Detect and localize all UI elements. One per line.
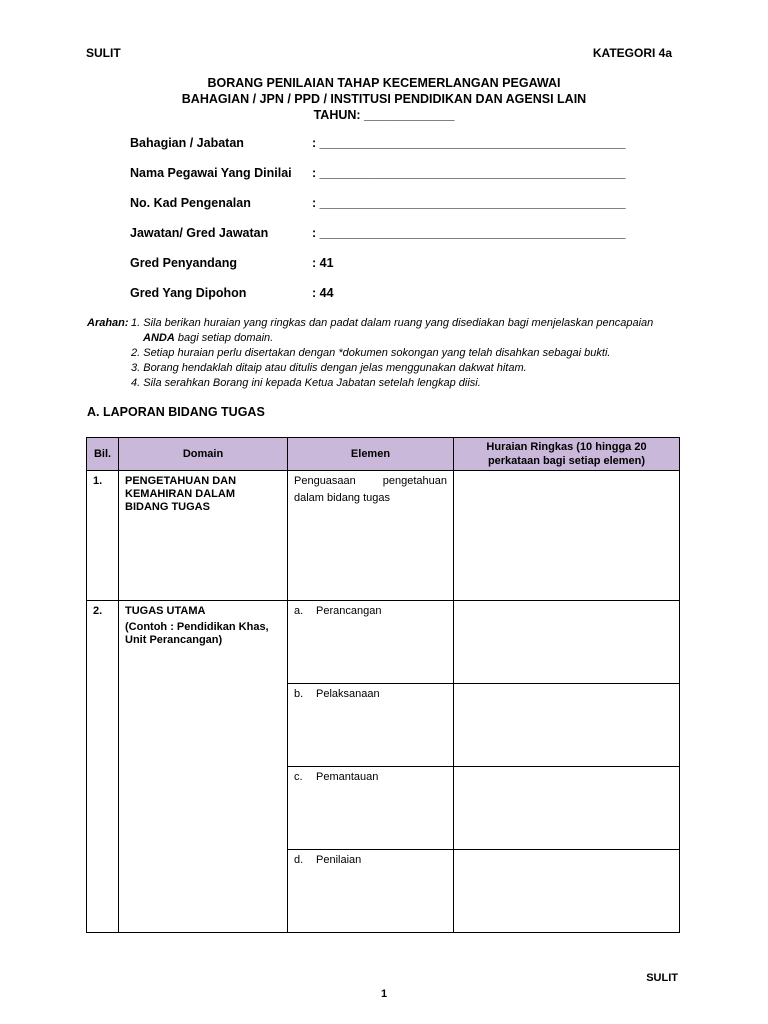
field-value-jawatan[interactable]: : ____________________________________________ <box>312 226 626 240</box>
field-label-jawatan: Jawatan/ Gred Jawatan <box>130 226 269 240</box>
row2-sub-b-huraian-input[interactable] <box>454 684 680 767</box>
page-number: 1 <box>380 988 388 1000</box>
footer-sulit: SULIT <box>646 972 678 984</box>
header-elemen: Elemen <box>288 438 454 471</box>
row2-bil-cell <box>87 601 119 933</box>
row1-domain-line3: BIDANG TUGAS <box>125 501 210 513</box>
field-label-bahagian: Bahagian / Jabatan <box>130 136 244 150</box>
form-title-year: TAHUN: _____________ <box>313 108 455 122</box>
row2-sub-c-huraian-input[interactable] <box>454 767 680 850</box>
sub-element-b <box>288 684 453 705</box>
row1-domain <box>119 471 287 518</box>
field-label-gred-penyandang: Gred Penyandang <box>130 256 237 270</box>
table-row <box>87 601 680 684</box>
sub-element-c <box>288 767 453 788</box>
header-huraian <box>454 438 680 471</box>
row1-domain-line1: PENGETAHUAN DAN <box>125 475 237 487</box>
sub-c-label: Pemantauan <box>316 771 379 783</box>
instruction-1: 1. Sila berikan huraian yang ringkas dan padat dalam ruang yang disediakan bagi menjelaskan pencapaian <box>131 317 654 329</box>
field-value-gred-dipohon: : 44 <box>312 286 334 300</box>
row2-domain-line1: TUGAS UTAMA <box>125 605 206 617</box>
instruction-1-continued <box>143 331 273 346</box>
header-bil: Bil. <box>87 438 119 471</box>
sub-c-letter: c. <box>294 771 303 783</box>
header-sulit: SULIT <box>86 46 121 60</box>
instructions-label: Arahan: <box>87 317 129 329</box>
field-value-gred-penyandang: : 41 <box>312 256 334 270</box>
row2-domain <box>119 601 287 651</box>
field-label-gred-dipohon: Gred Yang Dipohon <box>130 286 247 300</box>
sub-d-letter: d. <box>294 854 304 866</box>
header-huraian-line2: perkataan bagi setiap elemen) <box>487 455 646 467</box>
form-title-line1: BORANG PENILAIAN TAHAP KECEMERLANGAN PEGAWAI <box>207 76 561 90</box>
header-category: KATEGORI 4a <box>592 46 672 60</box>
table-row <box>87 471 680 601</box>
row2-sub-a-huraian-input[interactable] <box>454 601 680 684</box>
instruction-3: 3. Borang hendaklah ditaip atau ditulis dengan jelas menggunakan dakwat hitam. <box>131 362 527 374</box>
row2-bil: 2. <box>93 605 103 617</box>
section-title: A. LAPORAN BIDANG TUGAS <box>87 405 265 419</box>
sub-b-label: Pelaksanaan <box>316 688 380 700</box>
table-header-row <box>87 438 680 471</box>
header-huraian-line1: Huraian Ringkas (10 hingga 20 <box>486 441 647 453</box>
header-domain: Domain <box>119 438 288 471</box>
row1-domain-line2: KEMAHIRAN DALAM <box>125 488 235 500</box>
row1-elemen-line2: dalam bidang tugas <box>294 492 391 504</box>
instruction-4: 4. Sila serahkan Borang ini kepada Ketua Jabatan setelah lengkap diisi. <box>131 377 481 389</box>
row1-elemen-line1: Penguasaan pengetahuan <box>294 475 447 487</box>
report-table <box>86 437 680 933</box>
instruction-anda: ANDA <box>143 332 175 344</box>
instruction-1-rest: bagi setiap domain. <box>174 332 274 344</box>
row1-elemen-cell <box>288 471 454 601</box>
form-title-line2: BAHAGIAN / JPN / PPD / INSTITUSI PENDIDIKAN DAN AGENSI LAIN <box>181 92 587 106</box>
row2-sub-c-cell <box>288 767 454 850</box>
field-value-kad[interactable]: : ____________________________________________ <box>312 196 626 210</box>
row2-sub-b-cell <box>288 684 454 767</box>
row1-domain-cell <box>119 471 288 601</box>
row1-bil-cell <box>87 471 119 601</box>
field-value-nama[interactable]: : ____________________________________________ <box>312 166 626 180</box>
field-label-nama: Nama Pegawai Yang Dinilai <box>130 166 292 180</box>
sub-d-label: Penilaian <box>316 854 362 866</box>
field-label-kad: No. Kad Pengenalan <box>130 196 251 210</box>
sub-a-letter: a. <box>294 605 304 617</box>
sub-a-label: Perancangan <box>316 605 382 617</box>
row2-domain-cell <box>119 601 288 933</box>
row1-huraian-input[interactable] <box>454 471 680 601</box>
row1-bil: 1. <box>93 475 103 487</box>
instruction-2: 2. Setiap huraian perlu disertakan dengan *dokumen sokongan yang telah disahkan sebagai bukti. <box>131 347 611 359</box>
field-value-bahagian[interactable]: : ____________________________________________ <box>312 136 626 150</box>
sub-b-letter: b. <box>294 688 304 700</box>
row2-sub-d-huraian-input[interactable] <box>454 850 680 933</box>
row2-domain-line2: (Contoh : Pendidikan Khas, <box>125 621 269 633</box>
row2-sub-a-cell <box>288 601 454 684</box>
sub-element-d <box>288 850 453 871</box>
sub-element-a <box>288 601 453 622</box>
row2-sub-d-cell <box>288 850 454 933</box>
row2-domain-line3: Unit Perancangan) <box>125 634 223 646</box>
